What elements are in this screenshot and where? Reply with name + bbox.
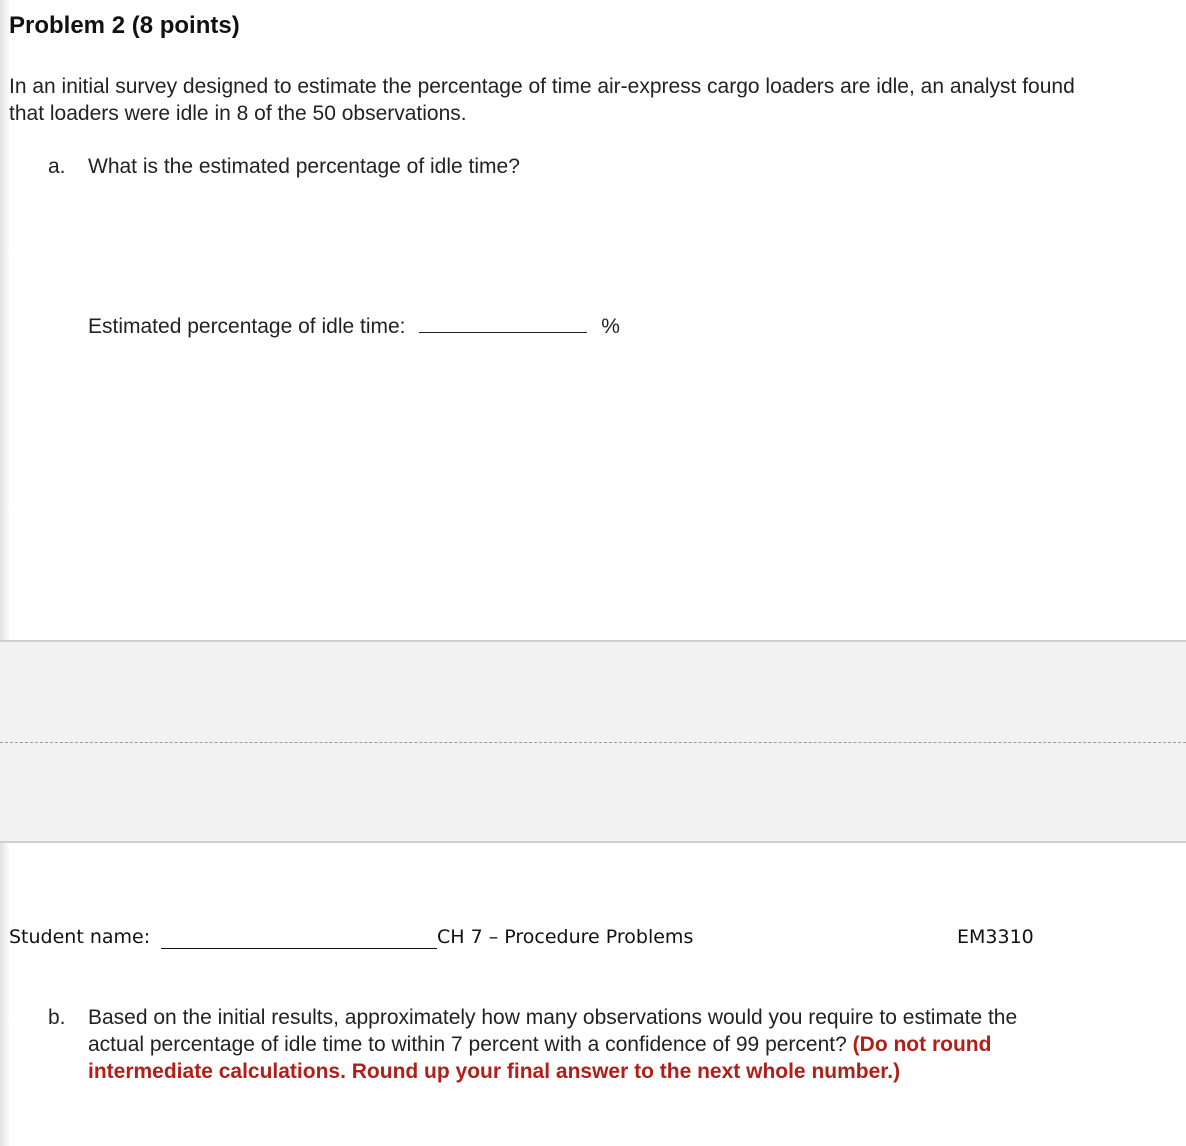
question-a-marker: a.: [48, 155, 66, 178]
page-break-dashed-line: [0, 742, 1186, 743]
worksheet-page-2: [0, 843, 1186, 1146]
percent-unit: %: [601, 315, 620, 338]
question-b-text: [88, 1004, 1028, 1085]
problem-intro: In an initial survey designed to estimate the percentage of time air-express cargo loaders are idle, an analyst found that loaders were idle in 8 of the 50 observations.: [9, 75, 1075, 125]
percentage-answer-field[interactable]: [419, 312, 587, 333]
course-code: EM3310: [957, 926, 1034, 948]
answer-label: Estimated percentage of idle time:: [88, 315, 406, 338]
page-footer: [9, 926, 1179, 956]
chapter-label: CH 7 – Procedure Problems: [437, 926, 694, 948]
problem-title: Problem 2 (8 points): [9, 12, 240, 39]
student-name-field[interactable]: [161, 948, 437, 949]
student-name-label: Student name:: [9, 926, 151, 948]
question-b-body: Based on the initial results, approximately how many observations would you require to estimate the actual percentage of idle time to within 7 percent with a confidence of 99 percent?: [88, 1006, 1018, 1056]
question-b-instruction: (Do not round intermediate calculations. Round up your final answer to the next whole number.): [88, 1033, 992, 1083]
question-a-text: What is the estimated percentage of idle time?: [88, 155, 520, 178]
page-break-separator: [0, 640, 1186, 843]
answer-row-a: [88, 312, 620, 339]
question-b-marker: b.: [48, 1006, 66, 1029]
